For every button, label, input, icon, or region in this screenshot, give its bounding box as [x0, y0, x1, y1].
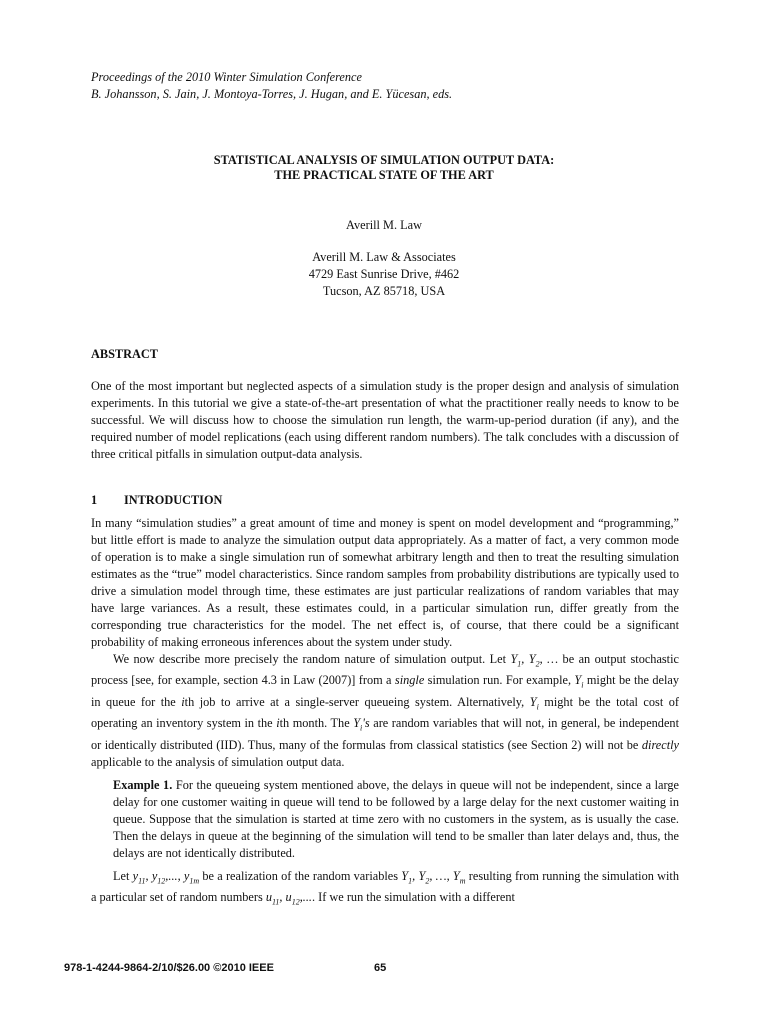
text-run: th job to arrive at a single-server queueing system. Alternatively,	[184, 694, 530, 709]
author-name: Averill M. Law	[346, 218, 422, 232]
math-i: i	[276, 716, 280, 731]
section-heading	[91, 493, 222, 508]
section-number: 1	[91, 493, 98, 507]
math-y1-y2: $Y_1$, $Y_2$, …	[510, 652, 559, 669]
example-label: Example 1.	[113, 777, 173, 792]
abstract-heading: ABSTRACT	[91, 347, 158, 361]
text-run: are random variables that will not, in general, be independent or identically distributed (IID). Thus, many of the formulas from classical statistics (see Section 2) will not be	[91, 716, 679, 752]
text-run: . If we run the simulation with a different	[312, 890, 515, 905]
page-number: 65	[374, 962, 387, 974]
paper-title	[0, 153, 768, 183]
paragraph-1: In many “simulation studies” a great amount of time and money is spent on model development and “programming,” but little effort is made to analyze the simulation output data appropriately. As a matter of fact, a very common mode of operation is to make a single simulation run of somewhat arbitrary length and then to treat the resulting simulation estimates as the “true” model characteristics. Since random samples from probability distributions are typically used to drive a simulation model through time, these estimates are just particular realizations of random variables that may have large variances. As a result, these estimates could, in a particular simulation run, differ greatly from the corresponding true characteristics for the model. The net effect is, of course, that there could be a significant probability of making erroneous inferences about the system under study.	[91, 516, 679, 649]
section-title: INTRODUCTION	[124, 493, 223, 507]
text-run: th month. The	[279, 716, 354, 731]
emphasis: directly	[641, 737, 679, 752]
footer-isbn: 978-1-4244-9864-2/10/$26.00 ©2010 IEEE	[64, 962, 274, 974]
text-run: be a realization of the random variables	[199, 868, 402, 883]
abstract-text: One of the most important but neglected aspects of a simulation study is the proper design and analysis of simulation experiments. In this tutorial we give a state-of-the-art presentation of what the practitioner really needs to know to be successful. We will discuss how to choose the simulation run length, the warm-up-period duration (if any), and the required number of model replications (each using different random numbers). The talk concludes with a discussion of three critical pitfalls in simulation output-data analysis.	[91, 379, 679, 461]
text-run: resulting from running the simulation with a particular set of random numbers	[91, 868, 679, 905]
text-run: simulation run. For example,	[424, 673, 575, 688]
text-run: might be the delay in queue for the	[91, 673, 679, 709]
math-y11: $y_{11}$, $y_{12}$,..., $y_{1m}$	[132, 868, 200, 886]
text-run: We now describe more precisely the random nature of simulation output. Let	[113, 652, 511, 666]
proceedings-header	[91, 69, 452, 103]
proceedings-line: Proceedings of the 2010 Winter Simulation Conference	[91, 70, 362, 84]
example-1	[113, 777, 679, 862]
math-yi: $Y_i$	[574, 673, 584, 690]
title-line-2: THE PRACTICAL STATE OF THE ART	[274, 168, 494, 182]
text-run: applicable to the analysis of simulation output data.	[91, 754, 345, 769]
text-run: might be the total cost of operating an inventory system in the	[91, 694, 679, 731]
math-yis: $Y_i's$	[353, 716, 370, 733]
editors-line: B. Johansson, S. Jain, J. Montoya-Torres, J. Hugan, and E. Yücesan, eds.	[91, 87, 453, 101]
paragraph-2	[91, 651, 679, 771]
affiliation-city: Tucson, AZ 85718, USA	[322, 284, 446, 298]
section-body	[91, 515, 679, 911]
math-y1-ym: $Y_1$, $Y_2$, …, $Y_m$	[401, 868, 466, 886]
affiliation-org: Averill M. Law & Associates	[312, 250, 456, 264]
math-u11: $u_{11}$, $u_{12}$,...	[265, 890, 312, 907]
author-affiliation	[0, 249, 768, 300]
emphasis: single	[394, 673, 425, 688]
example-text: For the queueing system mentioned above, the delays in queue will not be independent, since a large delay for one customer waiting in queue will tend to be followed by a large delay for the next customer waiting in queue. Suppose that the simulation is started at time zero with no customers in the system, as is usually the case. Then the delays in queue at the beginning of the simulation will tend to be smaller than later delays and, thus, the delays are not identically distributed.	[113, 777, 679, 860]
text-run: Let	[113, 868, 133, 883]
math-i: i	[181, 694, 185, 709]
paragraph-3	[91, 868, 679, 911]
math-yi: $Y_i$	[529, 694, 539, 712]
text-run: be an output stochastic process [see, for example, section 4.3 in Law (2007)] from a	[91, 652, 679, 688]
affiliation-address: 4729 East Sunrise Drive, #462	[308, 267, 460, 281]
title-line-1: STATISTICAL ANALYSIS OF SIMULATION OUTPUT DATA:	[213, 153, 555, 167]
